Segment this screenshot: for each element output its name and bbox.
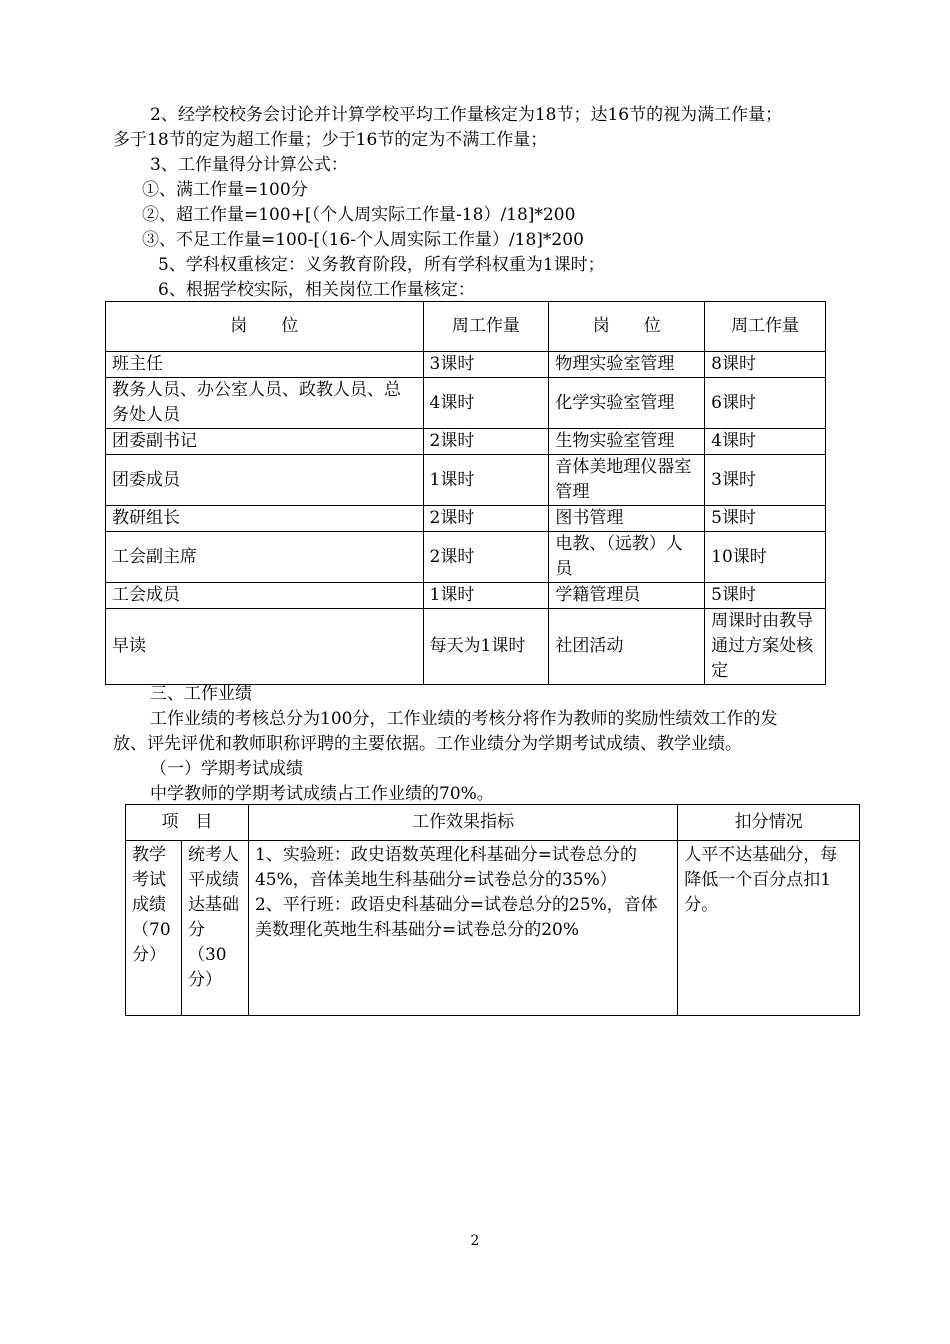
paragraph-performance-a: 工作业绩的考核总分为100分，工作业绩的考核分将作为教师的奖励性绩效工作的发 bbox=[150, 709, 778, 729]
table-cell: 8课时 bbox=[705, 352, 826, 378]
header-indicator: 工作效果指标 bbox=[248, 805, 677, 841]
paragraph-rule-5: 5、学科权重核定：义务教育阶段，所有学科权重为1课时； bbox=[158, 255, 605, 275]
table-cell: 教务人员、办公室人员、政教人员、总务处人员 bbox=[106, 378, 424, 429]
table-cell: 5课时 bbox=[705, 583, 826, 609]
header-workload: 周工作量 bbox=[705, 302, 826, 352]
table-cell: 班主任 bbox=[106, 352, 424, 378]
indicator-cell: 1、实验班：政史语数英理化科基础分=试卷总分的45%，音体美地生科基础分=试卷总分的35%） 2、平行班：政语史科基础分=试卷总分的25%，音体美数理化英地生科基础分=试卷总分的20% bbox=[248, 841, 677, 1016]
table-cell: 10课时 bbox=[705, 532, 826, 583]
table-cell: 1课时 bbox=[423, 455, 549, 506]
header-post: 岗 位 bbox=[106, 302, 424, 352]
table-cell: 1课时 bbox=[423, 583, 549, 609]
table-cell: 物理实验室管理 bbox=[549, 352, 705, 378]
subcategory-cell: 统考人平成绩达基础分（30分） bbox=[181, 841, 248, 1016]
table-cell: 化学实验室管理 bbox=[549, 378, 705, 429]
deduction-cell: 人平不达基础分，每降低一个百分点扣1分。 bbox=[678, 841, 860, 1016]
formula-full: ①、满工作量=100分 bbox=[142, 180, 308, 200]
workload-table bbox=[105, 301, 826, 685]
table-cell: 工会副主席 bbox=[106, 532, 424, 583]
table-cell: 3课时 bbox=[705, 455, 826, 506]
category-cell: 教学考试成绩（70分） bbox=[126, 841, 182, 1016]
table-cell: 4课时 bbox=[423, 378, 549, 429]
table-cell: 图书管理 bbox=[549, 506, 705, 532]
header-deduction: 扣分情况 bbox=[678, 805, 860, 841]
subsection-heading-exam: （一）学期考试成绩 bbox=[150, 759, 303, 779]
formula-under: ③、不足工作量=100-[（16-个人周实际工作量）/18]*200 bbox=[142, 230, 584, 250]
table-cell: 教研组长 bbox=[106, 506, 424, 532]
table-cell: 6课时 bbox=[705, 378, 826, 429]
table-cell: 2课时 bbox=[423, 532, 549, 583]
table-cell: 5课时 bbox=[705, 506, 826, 532]
table-cell: 2课时 bbox=[423, 429, 549, 455]
paragraph-rule-3: 3、工作量得分计算公式： bbox=[150, 155, 348, 175]
table-cell: 2课时 bbox=[423, 506, 549, 532]
table-cell: 工会成员 bbox=[106, 583, 424, 609]
paragraph-exam-share: 中学教师的学期考试成绩占工作业绩的70%。 bbox=[150, 784, 494, 804]
header-post: 岗 位 bbox=[549, 302, 705, 352]
formula-over: ②、超工作量=100+[（个人周实际工作量-18）/18]*200 bbox=[142, 205, 576, 225]
table-cell: 4课时 bbox=[705, 429, 826, 455]
table-cell: 团委成员 bbox=[106, 455, 424, 506]
header-workload: 周工作量 bbox=[423, 302, 549, 352]
table-cell: 学籍管理员 bbox=[549, 583, 705, 609]
table-cell: 每天为1课时 bbox=[423, 609, 549, 685]
table-cell: 音体美地理仪器室管理 bbox=[549, 455, 705, 506]
page-number: 2 bbox=[470, 1233, 480, 1249]
table-cell: 生物实验室管理 bbox=[549, 429, 705, 455]
table-cell: 早读 bbox=[106, 609, 424, 685]
paragraph-rule-2b: 多于18节的定为超工作量；少于16节的定为不满工作量； bbox=[113, 130, 548, 150]
table-cell: 3课时 bbox=[423, 352, 549, 378]
table-cell: 周课时由教导通过方案处核定 bbox=[705, 609, 826, 685]
table-cell: 社团活动 bbox=[549, 609, 705, 685]
exam-score-table bbox=[125, 804, 860, 1016]
paragraph-performance-b: 放、评先评优和教师职称评聘的主要依据。工作业绩分为学期考试成绩、教学业绩。 bbox=[113, 734, 742, 754]
paragraph-rule-6: 6、根据学校实际，相关岗位工作量核定： bbox=[158, 280, 475, 300]
table-cell: 电教、（远教）人员 bbox=[549, 532, 705, 583]
table-cell: 团委副书记 bbox=[106, 429, 424, 455]
section-heading-performance: 三、工作业绩 bbox=[150, 684, 252, 704]
header-item: 项 目 bbox=[126, 805, 249, 841]
paragraph-rule-2a: 2、经学校校务会讨论并计算学校平均工作量核定为18节；达16节的视为满工作量； bbox=[150, 105, 783, 125]
